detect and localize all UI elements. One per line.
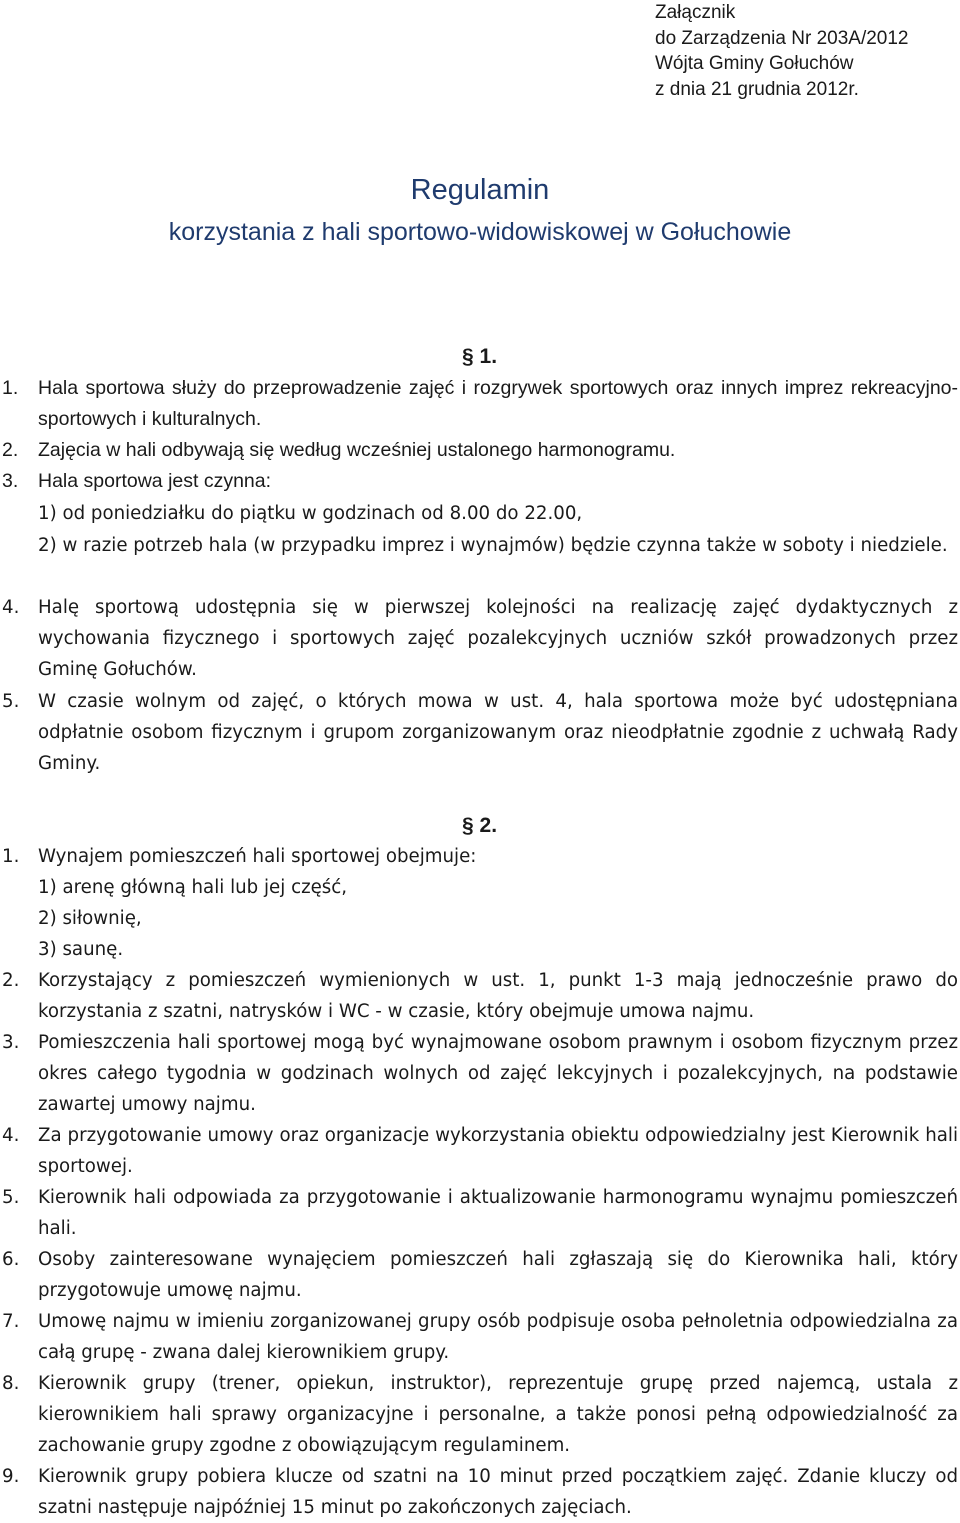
section-2-item [0, 1120, 958, 1182]
section-2-heading: § 2. [462, 814, 498, 837]
section-1-item-3-sub [38, 530, 958, 561]
item-number: 5. [2, 1187, 20, 1208]
document-subtitle: korzystania z hali sportowo-widowiskowej w Gołuchowie [168, 218, 792, 246]
annex-line: do Zarządzenia Nr 203A/2012 [655, 27, 909, 49]
section-1-item [0, 592, 958, 685]
annex-line: Załącznik [655, 2, 736, 23]
section-2-item [0, 1027, 958, 1120]
item-text: Kierownik hali odpowiada za przygotowanie i aktualizowanie harmonogramu wynajmu pomieszczeń hali. [38, 1187, 958, 1239]
item-text: Osoby zainteresowane wynajęciem pomieszczeń hali zgłaszają się do Kierownika hali, który przygotowuje umowę najmu. [38, 1249, 958, 1301]
item-text: Wynajem pomieszczeń hali sportowej obejmuje: [38, 846, 477, 867]
section-1-item [0, 435, 958, 466]
section-2-item-1-sub [38, 903, 958, 934]
item-text: Zajęcia w hali odbywają się według wcześniej ustalonego harmonogramu. [38, 439, 676, 461]
section-1-item-3-sub [38, 498, 958, 529]
item-number: 3. [2, 1032, 20, 1053]
annex-line: z dnia 21 grudnia 2012r. [655, 78, 859, 100]
section-1-item [0, 466, 958, 497]
item-text: Hala sportowa jest czynna: [38, 470, 272, 492]
section-2-item [0, 965, 958, 1027]
item-text: Umowę najmu w imieniu zorganizowanej grupy osób podpisuje osoba pełnoletnia odpowiedzialna za całą grupę - zwana dalej kierownikiem grupy. [38, 1311, 958, 1363]
section-2-item [0, 1244, 958, 1306]
item-number: 2. [2, 439, 19, 461]
item-text: W czasie wolnym od zajęć, o których mowa w ust. 4, hala sportowa może być udostępniana odpłatnie osobom fizycznym i grupom zorganizowanym oraz nieodpłatnie zgodnie z uchwałą Rady Gminy. [38, 691, 958, 774]
section-2-item [0, 1306, 958, 1368]
item-number: 1. [2, 846, 20, 867]
sub-item-text: 3) saunę. [38, 939, 124, 960]
document-title: Regulamin [410, 174, 550, 206]
section-1-item [0, 373, 958, 435]
item-text: Pomieszczenia hali sportowej mogą być wynajmowane osobom prawnym i osobom fizycznym przez okres całego tygodnia w godzinach wolnych od zajęć lekcyjnych i pozalekcyjnych, na podstawie zawartej umowy najmu. [38, 1032, 958, 1115]
section-2-item [0, 841, 958, 872]
sub-item-text: 1) od poniedziałku do piątku w godzinach od 8.00 do 22.00, [38, 503, 583, 524]
item-number: 4. [2, 597, 20, 618]
section-1-item [0, 686, 958, 779]
section-2-item-1-sub [38, 934, 958, 965]
section-2-item [0, 1461, 958, 1523]
sub-item-text: 2) w razie potrzeb hala (w przypadku imprez i wynajmów) będzie czynna także w soboty i niedziele. [38, 535, 948, 556]
section-2-item [0, 1368, 958, 1461]
item-text: Kierownik grupy (trener, opiekun, instruktor), reprezentuje grupę przed najemcą, ustala z kierownikiem hali sprawy organizacyjne i personalne, a także ponosi pełną odpowiedzialność za zachowanie grupy zgodne z obowiązującym regulaminem. [38, 1373, 958, 1456]
section-2-item-1-sub [38, 872, 958, 903]
item-number: 6. [2, 1249, 20, 1270]
item-text: Hala sportowa służy do przeprowadzenie zajęć i rozgrywek sportowych oraz innych imprez rekreacyjno-sportowych i kulturalnych. [38, 377, 958, 430]
section-1-heading: § 1. [462, 345, 498, 368]
item-number: 8. [2, 1373, 20, 1394]
item-text: Za przygotowanie umowy oraz organizacje wykorzystania obiektu odpowiedzialny jest Kierownik hali sportowej. [38, 1125, 958, 1177]
item-text: Halę sportową udostępnia się w pierwszej kolejności na realizację zajęć dydaktycznych z wychowania fizycznego i sportowych zajęć pozalekcyjnych uczniów szkół prowadzonych przez Gminę Gołuchów. [38, 597, 958, 680]
item-text: Korzystający z pomieszczeń wymienionych w ust. 1, punkt 1-3 mają jednocześnie prawo do korzystania z szatni, natrysków i WC - w czasie, który obejmuje umowa najmu. [38, 970, 958, 1022]
annex-header [655, 0, 909, 102]
item-number: 5. [2, 691, 20, 712]
item-number: 7. [2, 1311, 20, 1332]
sub-item-text: 2) siłownię, [38, 908, 142, 929]
annex-line: Wójta Gminy Gołuchów [655, 53, 854, 74]
section-2-item [0, 1182, 958, 1244]
item-number: 9. [2, 1466, 20, 1487]
item-number: 1. [2, 377, 19, 399]
sub-item-text: 1) arenę główną hali lub jej część, [38, 877, 348, 898]
item-text: Kierownik grupy pobiera klucze od szatni na 10 minut przed początkiem zajęć. Zdanie kluczy od szatni następuje najpóźniej 15 minut po zakończonych zajęciach. [38, 1466, 958, 1518]
item-number: 2. [2, 970, 20, 991]
item-number: 4. [2, 1125, 20, 1146]
item-number: 3. [2, 470, 19, 492]
